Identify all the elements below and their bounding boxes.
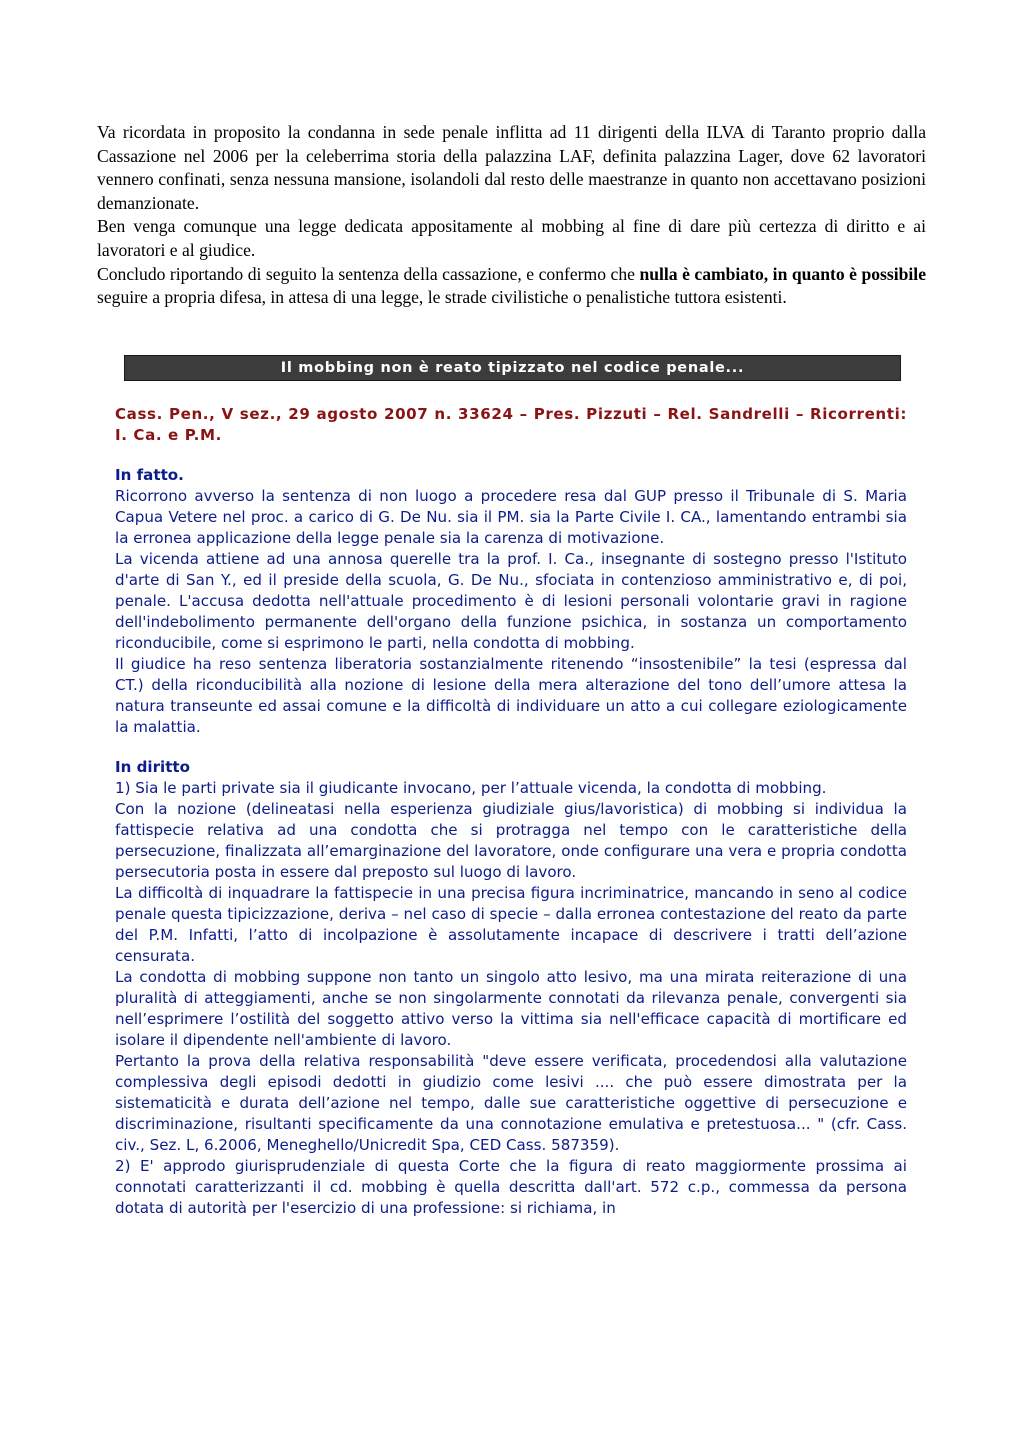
section-heading-diritto: In diritto [115, 758, 191, 776]
ruling-paragraph: La condotta di mobbing suppone non tanto un singolo atto lesivo, ma una mirata reiterazione di una pluralità di atteggiamenti, anche se non singolarmente connotati da rilevanza penale, convergenti sia nell’esprimere l’ostilità del soggetto attivo verso la vittima sia nell'efficace capacità di mortificare ed isolare il dipendente nell'ambiente di lavoro. [115, 968, 907, 1049]
ruling-paragraph: Ricorrono avverso la sentenza di non luogo a procedere resa dal GUP presso il Tribunale di S. Maria Capua Vetere nel proc. a carico di G. De Nu. sia il PM. sia la Parte Civile I. CA., lamentando entrambi sia la erronea applicazione della legge penale sia la carenza di motivazione. [115, 487, 907, 547]
ruling-text [115, 404, 907, 1219]
intro-paragraph [97, 263, 926, 310]
intro-paragraph: Ben venga comunque una legge dedicata appositamente al mobbing al fine di dare più certezza di diritto e ai lavoratori e al giudice. [97, 216, 926, 260]
ruling-paragraph: 1) Sia le parti private sia il giudicante invocano, per l’attuale vicenda, la condotta di mobbing. [115, 779, 827, 797]
section-banner [124, 355, 901, 381]
intro-text [97, 121, 926, 310]
section-heading-fatto: In fatto. [115, 466, 184, 484]
case-citation: Cass. Pen., V sez., 29 agosto 2007 n. 33624 – Pres. Pizzuti – Rel. Sandrelli – Ricorrenti: I. Ca. e P.M. [115, 405, 907, 444]
ruling-paragraph: Con la nozione (delineatasi nella esperienza giudiziale gius/lavoristica) di mobbing si individua la fattispecie relativa ad una condotta che si protragga nel tempo con le caratteristiche della persecuzione, finalizzata all’emarginazione del lavoratore, onde configurare una vera e propria condotta persecutoria posta in essere dal preposto sul luogo di lavoro. [115, 800, 907, 881]
ruling-paragraph: Pertanto la prova della relativa responsabilità "deve essere verificata, procedendosi alla valutazione complessiva degli episodi dedotti in giudizio come lesivi .... che può essere dimostrata per la sistematicità e durata dell’azione nel tempo, dalle sue caratteristiche oggettive di persecuzione e discriminazione, risultanti specificamente da una connotazione emulativa e pretestuosa... " (cfr. Cass. civ., Sez. L, 6.2006, Meneghello/Unicredit Spa, CED Cass. 587359). [115, 1052, 907, 1154]
intro-text-span: Concludo riportando di seguito la sentenza della cassazione, e confermo che [97, 263, 640, 284]
ruling-paragraph: La vicenda attiene ad una annosa querelle tra la prof. I. Ca., insegnante di sostegno presso l'Istituto d'arte di San Y., ed il preside della scuola, G. De Nu., sfociata in contenzioso amministrativo e, di poi, penale. L'accusa dedotta nell'attuale procedimento è di lesioni personali volontarie gravi in ragione dell'indebolimento permanente dell'organo della funzione psichica, in sostanza un comportamento riconducibile, come si esprimono le parti, nella condotta di mobbing. [115, 550, 907, 652]
ruling-paragraph: 2) E' approdo giurisprudenziale di questa Corte che la figura di reato maggiormente prossima ai connotati caratterizzanti il cd. mobbing è quella descritta dall'art. 572 c.p., commessa da persona dotata di autorità per l'esercizio di una professione: si richiama, in [115, 1157, 907, 1217]
ruling-paragraph: La difficoltà di inquadrare la fattispecie in una precisa figura incriminatrice, mancando in seno al codice penale questa tipicizzazione, deriva – nel caso di specie – dalla erronea contestazione del reato da parte del P.M. Infatti, l’atto di incolpazione è assolutamente incapace di descrivere i tratti dell’azione censurata. [115, 884, 907, 965]
ruling-paragraph: Il giudice ha reso sentenza liberatoria sostanzialmente ritenendo “insostenibile” la tesi (espressa dal CT.) della riconducibilità alla nozione di lesione della mera alterazione del tono dell’umore attesa la natura transeunte ed assai comune e la difficoltà di individuare un atto a cui collegare eziologicamente la malattia. [115, 655, 907, 736]
intro-text-span: seguire a propria difesa, in attesa di una legge, le strade civilistiche o penalistiche tuttora esistenti. [97, 287, 787, 308]
banner-title: Il mobbing non è reato tipizzato nel codice penale... [280, 360, 745, 376]
intro-paragraph: Va ricordata in proposito la condanna in sede penale inflitta ad 11 dirigenti della ILVA di Taranto proprio dalla Cassazione nel 2006 per la celeberrima storia della palazzina LAF, definita palazzina Lager, dove 62 lavoratori vennero confinati, senza nessuna mansione, isolandoli dal resto delle maestranze in quanto non accettavano posizioni demanzionate. [97, 122, 926, 213]
intro-bold-text: nulla è cambiato, in quanto è possibile [639, 263, 926, 284]
